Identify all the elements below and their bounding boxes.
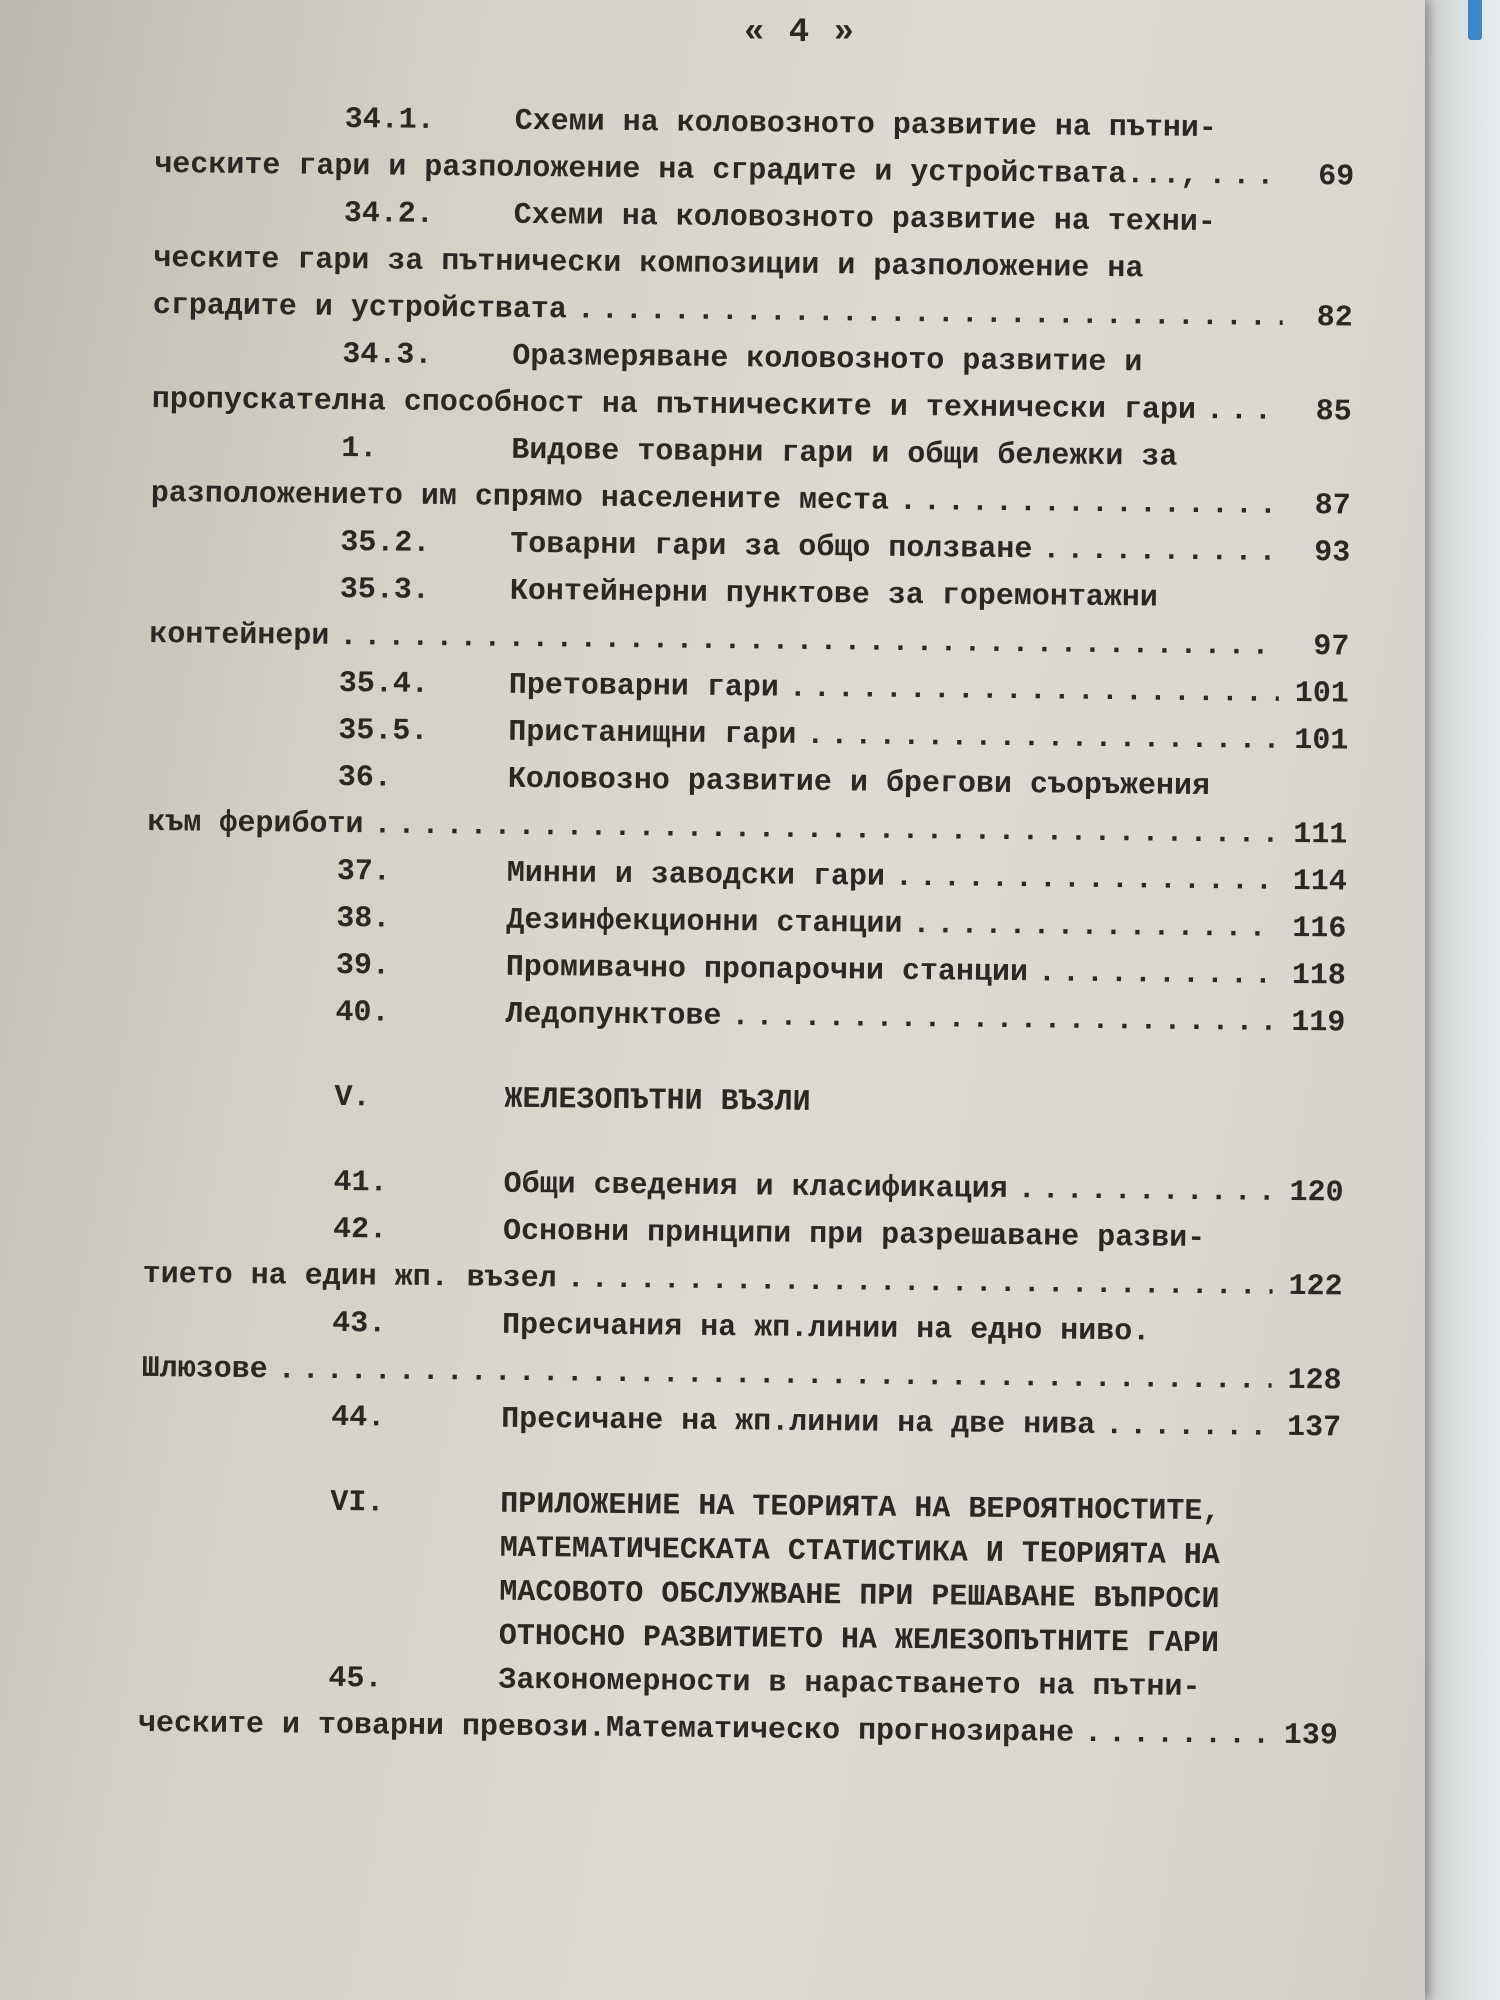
section-title: ЖЕЛЕЗОПЪТНИ ВЪЗЛИ [504,1082,811,1120]
entry-number: 41. [333,1165,388,1201]
entry-page-number: 137 [1286,1410,1342,1446]
entry-title-line: Видове товарни гари и общи бележки за [511,433,1178,475]
dot-leader [577,287,1283,341]
entry-page-number: 139 [1283,1718,1339,1754]
entry-title-line: Пресичания на жп.линии на едно ниво. [501,1308,1151,1350]
entry-title-line: Пресичане на жп.линии на две нива [500,1402,1096,1443]
entry-title-line: Товарни гари за общо ползване [510,527,1033,568]
dot-leader [912,902,1276,953]
toc-entry [141,1299,1342,1406]
entry-number: 1. [341,431,378,467]
section-title-line: ОТНОСНО РАЗВИТИЕТО НА ЖЕЛЕЗОПЪТНИТЕ ГАРИ [498,1619,1220,1662]
entry-number: 44. [330,1400,386,1436]
dot-leader [1017,1167,1273,1217]
entry-page-number: 82 [1316,301,1353,336]
toc-entry [151,424,1352,531]
dot-leader [1084,1711,1268,1760]
blue-object-edge [1468,0,1482,40]
section-title-line: МАСОВОТО ОБСЛУЖВАНЕ ПРИ РЕШАВАНЕ ВЪПРОСИ [499,1575,1220,1618]
entry-number: 35.3. [339,572,431,608]
dot-leader [1038,950,1276,999]
entry-page-number: 119 [1291,1005,1346,1041]
entry-title-line: Шлюзове [141,1351,268,1388]
dot-leader [1105,1403,1271,1452]
entry-page-number: 97 [1313,630,1350,665]
entry-page-number: 85 [1315,395,1352,430]
entry-page-number: 101 [1294,723,1349,759]
entry-title-line: Общи сведения и класификация [503,1167,1008,1207]
entry-title-line: Оразмеряване коловозното развитие и [512,339,1143,381]
entry-page-number: 118 [1291,958,1347,994]
toc-entry [138,1654,1339,1761]
toc-list-section-vi [138,1654,1339,1761]
section-number: VI. [330,1485,385,1521]
entry-title-line: ческите и товарни превози.Математическо прогнозиране [137,1706,1075,1751]
entry-title-line: Претоварни гари [508,668,780,706]
entry-title-line: Контейнерни пунктове за горемонтажни [509,574,1159,616]
entry-page-number: 116 [1292,911,1347,947]
entry-number: 34.2. [343,196,434,232]
dot-leader [1042,527,1280,576]
entry-page-number: 114 [1292,864,1347,900]
entry-page-number: 120 [1289,1175,1344,1211]
entry-title-line: контейнери [149,617,330,654]
section-number: V. [334,1080,371,1116]
entry-title-line: тието на един жп. възел [142,1257,557,1297]
dot-leader [899,479,1281,530]
entry-page-number: 87 [1314,489,1351,524]
entry-number: 38. [336,901,391,937]
entry-number: 45. [328,1661,383,1697]
entry-number: 34.3. [342,337,433,373]
toc-entry [154,95,1355,202]
dot-leader [566,1256,1272,1310]
entry-number: 35.5. [338,713,429,749]
entry-title-line: Пристанищни гари [508,715,797,753]
entry-title-line: ческите гари и разположение на сградите и устройствата..., [154,147,1199,193]
entry-number: 35.2. [340,525,431,561]
dot-leader [731,994,1275,1047]
entry-number: 43. [331,1306,387,1342]
entry-title-line: Схеми на коловозното развитие на техни- [513,198,1217,241]
entry-title-line: към фериботи [147,805,364,843]
entry-page-number: 128 [1287,1363,1342,1399]
entry-number: 34.1. [344,102,435,138]
dot-leader [806,713,1278,765]
toc-entry [142,1205,1343,1312]
entry-page-number: 111 [1293,817,1348,853]
entry-page-number: 101 [1294,676,1349,712]
table-of-contents [138,95,1355,1760]
entry-title-line: ческите гари за пътнически композиции и разположение на [153,241,1144,287]
dot-leader [1206,388,1282,436]
dot-leader [1208,153,1284,201]
toc-entry [153,189,1354,343]
section-heading-vi [139,1478,1341,1667]
entry-title-line: Минни и заводски гари [506,856,886,895]
section-title-line: ПРИЛОЖЕНИЕ НА ТЕОРИЯТА НА ВЕРОЯТНОСТИТЕ, [500,1487,1221,1530]
entry-number: 42. [332,1212,388,1248]
entry-title-line: пропускателна способност на пътническите и технически гари [151,382,1197,428]
entry-number: 36. [337,760,393,796]
entry-number: 37. [336,854,392,890]
dot-leader [789,666,1279,718]
entry-title-line: Основни принципи при разрешаване разви- [502,1214,1206,1257]
entry-title-line: Схеми на коловозното развитие на пътни- [514,104,1218,147]
section-title-line: МАТЕМАТИЧЕСКАТА СТАТИСТИКА И ТЕОРИЯТА НА [499,1531,1221,1574]
entry-number: 39. [335,948,391,984]
entry-title-line: Промивачно пропарочни станции [505,950,1029,991]
entry-title-line: Коловозно развитие и брегови съоръжения [507,762,1211,805]
entry-title-line: сградите и устройствата [152,288,568,328]
entry-page-number: 93 [1314,536,1351,571]
entry-number: 35.4. [338,666,430,702]
page-number: « 4 » [743,14,857,52]
entry-title-line: разположението им спрямо населените места [150,476,890,519]
toc-list-main [145,95,1355,1048]
toc-entry [152,330,1353,437]
entry-page-number: 69 [1318,160,1355,195]
background-surface [1422,0,1500,2000]
entry-title-line: Закономерности в нарастването на пътни- [498,1663,1201,1706]
toc-entry [149,565,1350,672]
dot-leader [895,855,1277,906]
toc-list-section-v [141,1158,1344,1453]
entry-page-number: 122 [1288,1269,1343,1305]
entry-title-line: Дезинфекционни станции [506,903,903,942]
toc-entry [147,753,1348,860]
entry-title-line: Ледопунктове [505,997,722,1034]
entry-number: 40. [335,995,390,1031]
